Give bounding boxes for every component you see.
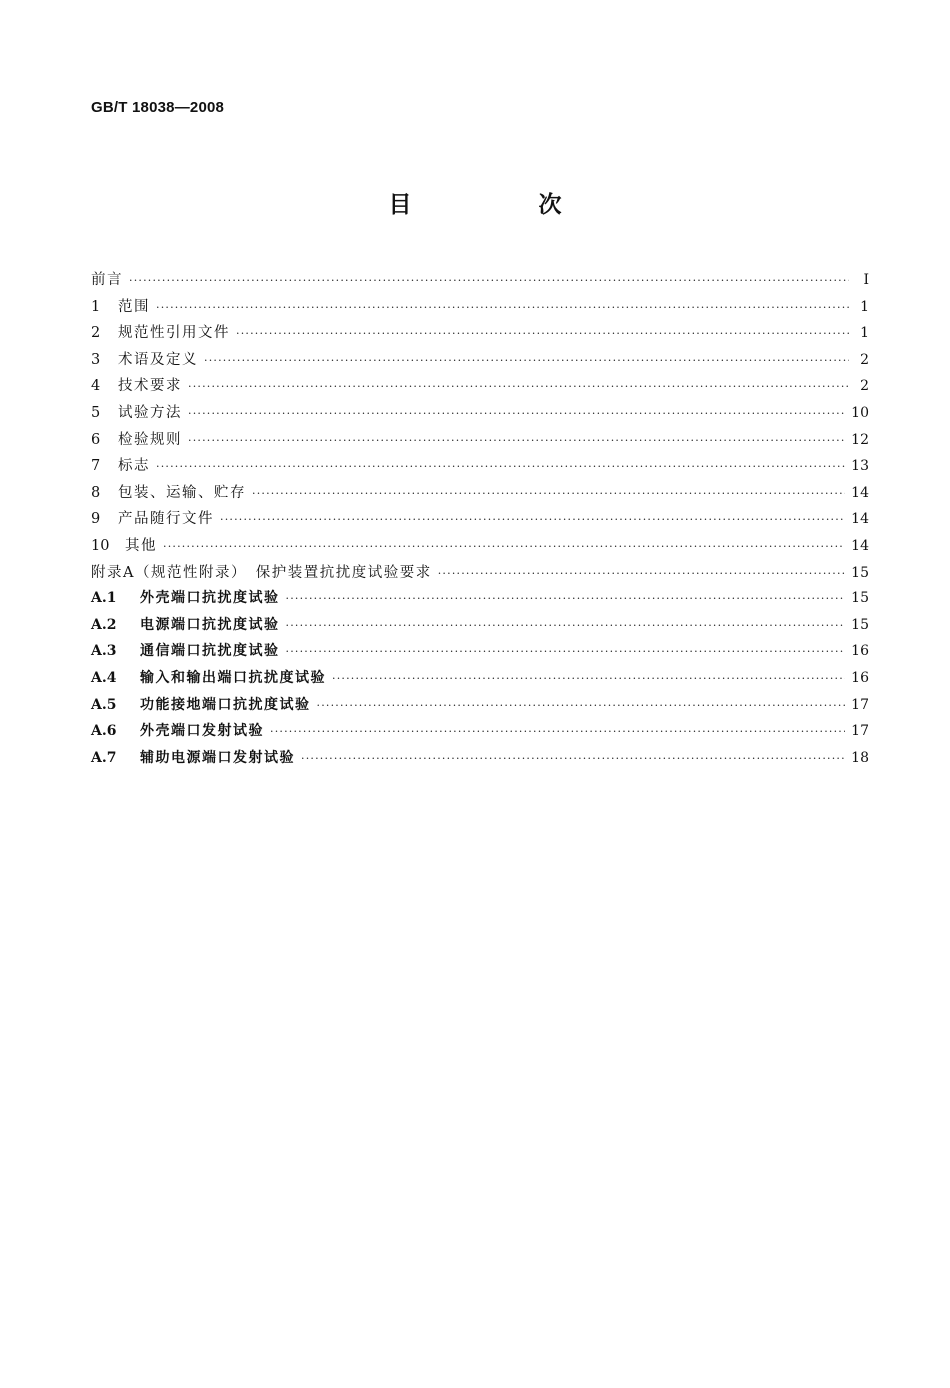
toc-entry-page: Ⅰ [863, 272, 869, 288]
toc-dot-leader [301, 752, 845, 765]
toc-dot-leader [286, 619, 846, 632]
toc-entry-page: 1 [860, 325, 869, 342]
toc-entry-text: 前言 [91, 272, 123, 288]
toc-entry-text: 功能接地端口抗扰度试验 [140, 696, 311, 713]
toc-entry[interactable] [91, 667, 869, 694]
toc-dot-leader [129, 274, 849, 287]
toc-entry-page: 18 [851, 749, 869, 766]
toc-entry-text: 术语及定义 [118, 351, 198, 368]
toc-entry-text: 产品随行文件 [118, 511, 214, 528]
toc-dot-leader [438, 567, 845, 580]
toc-entry-number: 1 [91, 298, 101, 315]
toc-dot-leader [156, 460, 845, 473]
toc-entry-label [91, 667, 326, 687]
toc-entry-label [91, 428, 182, 449]
toc-entry-text: 电源端口抗扰度试验 [140, 616, 280, 633]
toc-dot-leader [188, 434, 845, 447]
toc-entry[interactable] [91, 694, 869, 721]
toc-entry[interactable] [91, 454, 869, 481]
toc-dot-leader [220, 513, 845, 526]
toc-entry-number: 6 [91, 431, 101, 448]
toc-dot-leader [252, 487, 845, 500]
toc-entry-number: 5 [91, 404, 101, 421]
standard-code: GB/T 18038—2008 [91, 99, 225, 116]
toc-entry-number: A.3 [91, 643, 117, 660]
toc-entry[interactable] [91, 507, 869, 534]
toc-entry-page: 14 [851, 484, 869, 501]
toc-entry-label [91, 534, 157, 555]
toc-entry-text: 范围 [118, 298, 150, 315]
toc-entry-number: 9 [91, 511, 101, 528]
toc-entry-label [91, 295, 150, 316]
toc-entry[interactable] [91, 720, 869, 747]
toc-entry-page: 16 [851, 669, 869, 686]
toc-entry-number: 10 [91, 537, 110, 554]
toc-dot-leader [286, 592, 846, 605]
toc-entry[interactable] [91, 401, 869, 428]
toc-entry-page: 12 [851, 431, 869, 448]
toc-entry-text: 附录A（规范性附录） 保护装置抗扰度试验要求 [91, 564, 432, 581]
toc-entry-page: 1 [860, 298, 869, 315]
toc-entry[interactable] [91, 374, 869, 401]
toc-entry-number: A.1 [91, 590, 117, 607]
toc-dot-leader [204, 354, 849, 367]
toc-entry-number: A.4 [91, 669, 117, 686]
toc-dot-leader [156, 301, 849, 314]
toc-dot-leader [163, 540, 845, 553]
toc-entry-label [91, 614, 280, 634]
toc-entry[interactable] [91, 587, 869, 614]
toc-dot-leader [317, 699, 846, 712]
toc-entry-text: 输入和输出端口抗扰度试验 [140, 669, 326, 686]
toc-dot-leader [188, 407, 845, 420]
toc-entry-label [91, 374, 182, 395]
toc-entry-number: A.6 [91, 723, 117, 740]
toc-entry[interactable] [91, 561, 869, 588]
toc-entry-text: 外壳端口发射试验 [140, 723, 264, 740]
toc-dot-leader [286, 645, 846, 658]
toc-entry-number: A.5 [91, 696, 117, 713]
toc-entry-label [91, 481, 246, 502]
toc-entry-text: 包装、运输、贮存 [118, 484, 246, 501]
toc-entry-text: 规范性引用文件 [118, 325, 230, 342]
toc-entry-label [91, 720, 264, 740]
toc-entry[interactable] [91, 534, 869, 561]
toc-entry[interactable] [91, 321, 869, 348]
toc-entry-page: 15 [851, 616, 869, 633]
toc-entry-label [91, 507, 214, 528]
toc-entry[interactable] [91, 747, 869, 774]
toc-entry-label [91, 454, 150, 475]
toc-entry-text: 标志 [118, 458, 150, 475]
table-of-contents [91, 268, 869, 773]
toc-dot-leader [236, 327, 849, 340]
toc-entry-text: 外壳端口抗扰度试验 [140, 590, 280, 607]
toc-entry-text: 试验方法 [118, 404, 182, 421]
toc-entry[interactable] [91, 348, 869, 375]
toc-entry-text: 通信端口抗扰度试验 [140, 643, 280, 660]
toc-entry-label [91, 747, 295, 767]
toc-entry-text: 检验规则 [118, 431, 182, 448]
toc-entry[interactable] [91, 614, 869, 641]
toc-entry-number: 8 [91, 484, 101, 501]
toc-entry-page: 10 [851, 404, 869, 421]
toc-dot-leader [332, 672, 845, 685]
toc-entry-page: 14 [851, 511, 869, 528]
toc-entry-label [91, 321, 230, 342]
page-title: 目 次 [388, 192, 614, 218]
toc-entry[interactable] [91, 640, 869, 667]
toc-entry-label [91, 640, 280, 660]
toc-entry-number: 3 [91, 351, 101, 368]
toc-entry-page: 2 [860, 378, 869, 395]
toc-entry-page: 17 [851, 696, 869, 713]
toc-entry-text: 技术要求 [118, 378, 182, 395]
toc-entry-number: A.7 [91, 749, 117, 766]
toc-entry-label [91, 561, 432, 582]
toc-entry-text: 辅助电源端口发射试验 [140, 749, 295, 766]
toc-entry-page: 17 [851, 723, 869, 740]
toc-entry-page: 15 [851, 564, 869, 581]
toc-entry-number: 7 [91, 458, 101, 475]
toc-entry-label [91, 348, 198, 369]
toc-entry[interactable] [91, 268, 869, 295]
toc-entry-page: 15 [851, 590, 869, 607]
toc-entry-label [91, 268, 123, 289]
toc-entry-page: 2 [860, 351, 869, 368]
toc-entry-label [91, 587, 280, 607]
toc-entry-label [91, 401, 182, 422]
toc-entry-text: 其他 [125, 537, 157, 554]
toc-entry[interactable] [91, 295, 869, 322]
toc-entry[interactable] [91, 428, 869, 455]
toc-entry-number: 4 [91, 378, 101, 395]
toc-entry-label [91, 694, 311, 714]
toc-entry-page: 14 [851, 537, 869, 554]
toc-dot-leader [270, 725, 845, 738]
toc-entry[interactable] [91, 481, 869, 508]
toc-entry-page: 13 [851, 458, 869, 475]
toc-entry-number: 2 [91, 325, 101, 342]
toc-dot-leader [188, 380, 849, 393]
toc-entry-page: 16 [851, 643, 869, 660]
toc-entry-number: A.2 [91, 616, 117, 633]
